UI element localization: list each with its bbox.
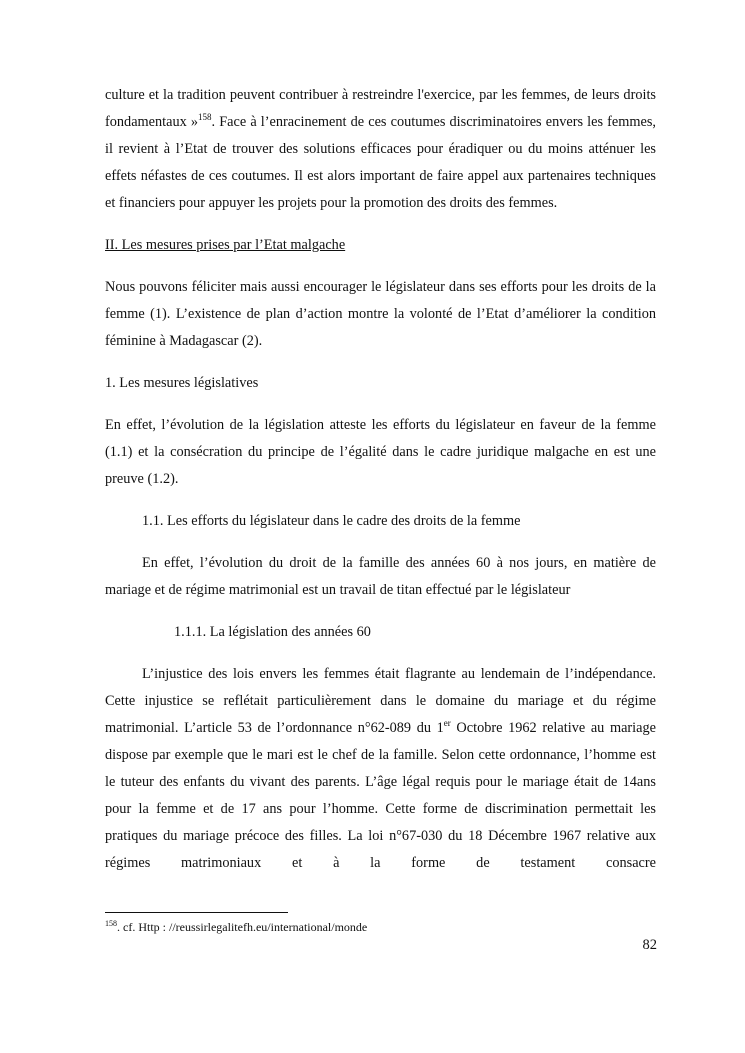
- footnote-separator-rule: [105, 912, 288, 913]
- paragraph-droit-famille: En effet, l’évolution du droit de la famille des années 60 à nos jours, en matière de mariage et de régime matrimonial est un travail de titan effectué par le législateur: [105, 555, 656, 598]
- section-heading-II: II. Les mesures prises par l’Etat malgache: [105, 237, 346, 253]
- footnote-area: [105, 912, 656, 935]
- document-body: [105, 82, 656, 892]
- paragraph-injustice: [105, 661, 656, 877]
- paragraph-injustice-text: L’injustice des lois envers les femmes était flagrante au lendemain de l’indépendance. Cette injustice se reflétait particulièrement dans le domaine du mariage et du régime matrimonial. L’article 53 de l’ordonnance n°62-089 du 1: [105, 666, 656, 736]
- paragraph-intro-text: culture et la tradition peuvent contribuer à restreindre l'exercice, par les femmes, de leurs droits fondamentaux »: [105, 87, 656, 130]
- footnote-158: [105, 919, 656, 935]
- heading-1-1-efforts-legislateur: 1.1. Les efforts du législateur dans le cadre des droits de la femme: [142, 513, 521, 529]
- heading-1-mesures-legislatives: 1. Les mesures législatives: [105, 375, 259, 391]
- footnote-158-number: 158: [105, 919, 117, 928]
- paragraph-intro: [105, 82, 656, 217]
- ordinal-superscript-er: er: [443, 718, 451, 729]
- footnote-158-text: . cf. Http : //reussirlegalitefh.eu/international/monde: [117, 920, 368, 934]
- paragraph-nous-pouvons: Nous pouvons féliciter mais aussi encourager le législateur dans ses efforts pour les droits de la femme (1). L’existence de plan d’action montre la volonté de l’Etat d’améliorer la condition féminine à Madagascar (2).: [105, 279, 656, 349]
- paragraph-injustice-continuation: Octobre 1962 relative au mariage dispose par exemple que le mari est le chef de la famille. Selon cette ordonnance, l’homme est le tuteur des enfants du vivant des parents. L’âge légal requis pour le mariage était de 14ans pour la femme et de 17 ans pour l’homme. Cette forme de discrimination permettait les pratiques du mariage précoce des filles. La loi n°67-030 du 18 Décembre 1967 relative aux régimes matrimoniaux et à la forme de testament consacre: [105, 720, 656, 871]
- page-number: 82: [642, 937, 657, 953]
- heading-1-1-1-legislation-annees-60: 1.1.1. La législation des années 60: [174, 624, 371, 640]
- paragraph-intro-continuation: . Face à l’enracinement de ces coutumes discriminatoires envers les femmes, il revient à l’Etat de trouver des solutions efficaces pour éradiquer ou du moins atténuer les effets néfastes de ces coutumes. Il est alors important de faire appel aux partenaires techniques et financiers pour appuyer les projets pour la promotion des droits des femmes.: [105, 114, 656, 211]
- footnote-reference-158: 158: [198, 112, 212, 123]
- paragraph-en-effet-legislation: En effet, l’évolution de la législation atteste les efforts du législateur en faveur de la femme (1.1) et la consécration du principe de l’égalité dans le cadre juridique malgache en est une preuve (1.2).: [105, 417, 656, 487]
